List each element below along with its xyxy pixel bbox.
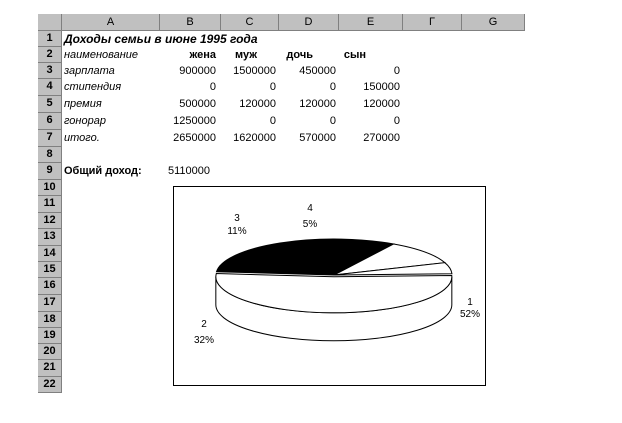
table-cell[interactable]: 0: [393, 65, 400, 77]
row-header-9[interactable]: 9: [38, 163, 62, 180]
table-cell[interactable]: 900000: [179, 65, 216, 77]
table-cell[interactable]: 120000: [299, 98, 336, 110]
row-header-17[interactable]: 17: [38, 295, 62, 312]
table-cell[interactable]: 120000: [239, 98, 276, 110]
header-son[interactable]: сын: [343, 49, 366, 61]
row-header-3[interactable]: 3: [38, 63, 62, 79]
header-name[interactable]: наименование: [64, 49, 139, 61]
table-cell[interactable]: 0: [329, 81, 336, 93]
row-header-7[interactable]: 7: [38, 130, 62, 147]
table-cell[interactable]: 570000: [299, 132, 336, 144]
column-header-d[interactable]: D: [279, 14, 339, 31]
table-cell[interactable]: 500000: [179, 98, 216, 110]
column-header-a[interactable]: A: [62, 14, 160, 31]
row-header-18[interactable]: 18: [38, 312, 62, 328]
table-cell[interactable]: 0: [209, 81, 216, 93]
row-header-1[interactable]: 1: [38, 31, 62, 47]
table-cell[interactable]: 1500000: [233, 65, 276, 77]
table-cell[interactable]: 1250000: [173, 115, 216, 127]
column-header-b[interactable]: B: [160, 14, 221, 31]
pie-percent-label-4: 5%: [302, 219, 318, 230]
table-cell[interactable]: 270000: [363, 132, 400, 144]
pie-category-label-4: 4: [307, 203, 313, 214]
pie-percent-label-1: 52%: [459, 309, 481, 320]
table-cell[interactable]: 2650000: [173, 132, 216, 144]
total-income-label[interactable]: Общий доход:: [64, 165, 142, 177]
spreadsheet: [38, 14, 525, 393]
sheet-title[interactable]: Доходы семьи в июне 1995 года: [64, 32, 258, 46]
table-cell[interactable]: 0: [393, 115, 400, 127]
table-cell[interactable]: 1620000: [233, 132, 276, 144]
total-income-value[interactable]: 5110000: [168, 165, 211, 177]
pie-category-label-3: 3: [234, 213, 240, 224]
pie-percent-label-3: 11%: [227, 226, 247, 237]
row-header-10[interactable]: 10: [38, 180, 62, 196]
row-header-2[interactable]: 2: [38, 47, 62, 63]
table-cell[interactable]: 0: [329, 115, 336, 127]
row-label-salary[interactable]: зарплата: [64, 65, 115, 77]
row-header-5[interactable]: 5: [38, 96, 62, 113]
row-header-21[interactable]: 21: [38, 360, 62, 377]
pie-category-label-1: 1: [467, 297, 473, 308]
column-header-c[interactable]: C: [221, 14, 279, 31]
row-header-19[interactable]: 19: [38, 328, 62, 344]
pie-percent-label-2: 32%: [193, 335, 215, 346]
table-cell[interactable]: 150000: [363, 81, 400, 93]
pie-category-label-2: 2: [201, 319, 207, 330]
row-label-total[interactable]: итого.: [64, 132, 100, 144]
column-header-g[interactable]: G: [462, 14, 525, 31]
row-header-15[interactable]: 15: [38, 262, 62, 278]
row-header-12[interactable]: 12: [38, 213, 62, 229]
table-cell[interactable]: 0: [269, 115, 276, 127]
row-label-fee[interactable]: гонорар: [64, 115, 106, 127]
row-header-16[interactable]: 16: [38, 278, 62, 295]
row-header-8[interactable]: 8: [38, 147, 62, 163]
header-husband[interactable]: муж: [234, 49, 257, 61]
row-header-13[interactable]: 13: [38, 229, 62, 246]
table-cell[interactable]: 0: [269, 81, 276, 93]
row-header-22[interactable]: 22: [38, 377, 62, 393]
row-header-20[interactable]: 20: [38, 344, 62, 360]
column-header-e[interactable]: E: [339, 14, 403, 31]
row-label-bonus[interactable]: премия: [64, 98, 102, 110]
select-all-corner[interactable]: [38, 14, 62, 31]
row-label-stipend[interactable]: стипендия: [64, 81, 122, 93]
pie-chart[interactable]: [173, 186, 486, 386]
header-daughter[interactable]: дочь: [286, 49, 313, 61]
row-header-4[interactable]: 4: [38, 79, 62, 96]
row-header-14[interactable]: 14: [38, 246, 62, 262]
pie-chart-canvas: [174, 187, 485, 385]
column-header-f[interactable]: Г: [403, 14, 462, 31]
table-cell[interactable]: 450000: [299, 65, 336, 77]
table-cell[interactable]: 120000: [363, 98, 400, 110]
row-header-6[interactable]: 6: [38, 113, 62, 130]
header-wife[interactable]: жена: [189, 49, 216, 61]
row-header-11[interactable]: 11: [38, 196, 62, 213]
